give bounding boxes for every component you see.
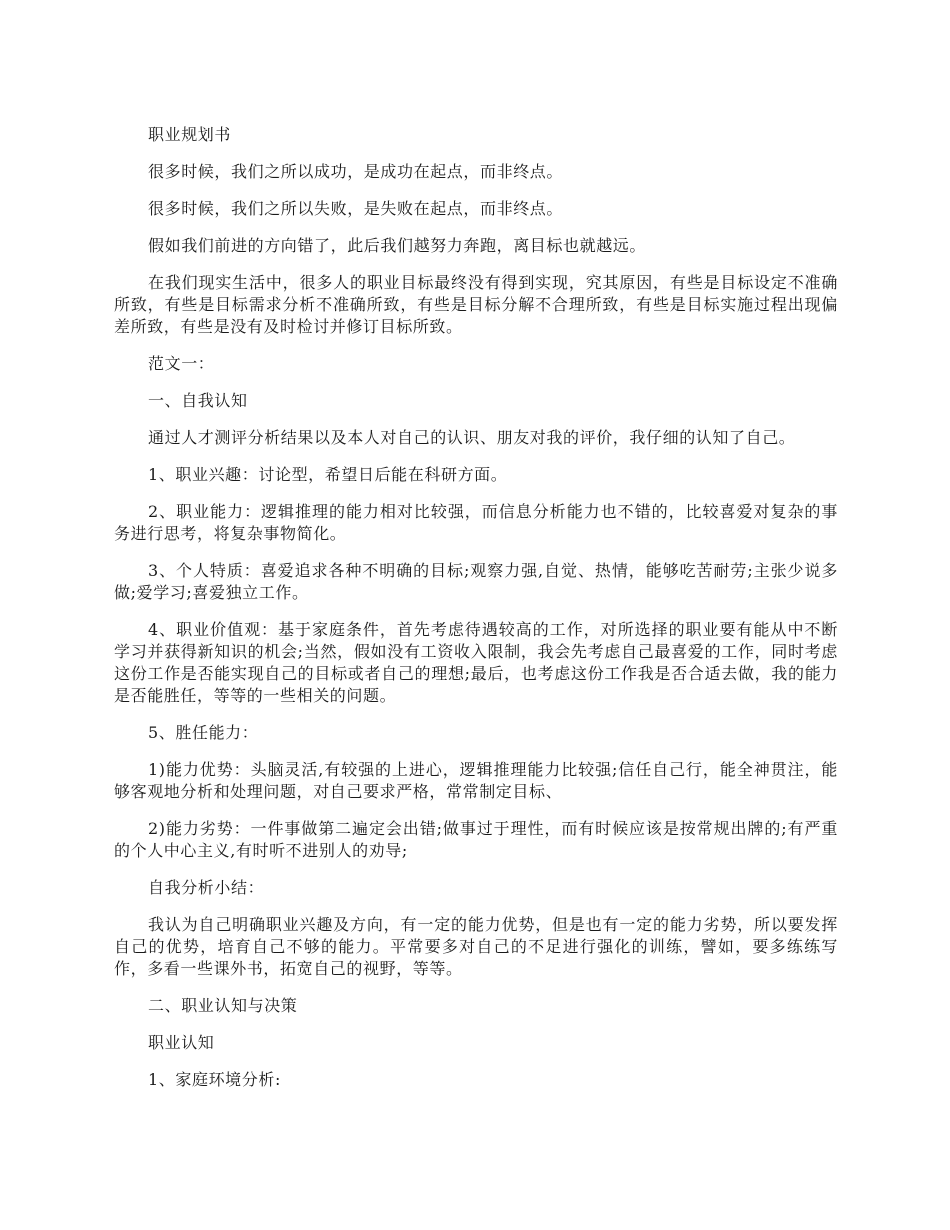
subheading: 自我分析小结： bbox=[148, 878, 265, 897]
section-label: 范文一： bbox=[148, 354, 215, 373]
list-item: 2、职业能力：逻辑推理的能力相对比较强，而信息分析能力也不错的，比较喜爱对复杂的事务进行思考，将复杂事物简化。 bbox=[114, 502, 838, 543]
subheading: 职业认知 bbox=[148, 1033, 215, 1052]
list-item: 4、职业价值观：基于家庭条件，首先考虑待遇较高的工作，对所选择的职业要有能从中不断学习并获得新知识的机会;当然，假如没有工资收入限制，我会先考虑自己最喜爱的工作，同时考虑这份工作是否能实现自己的目标或者自己的理想;最后，也考虑这份工作我是否合适去做，我的能力是否能胜任，等等的一些相关的问题。 bbox=[114, 620, 838, 705]
section-heading: 一、自我认知 bbox=[148, 391, 248, 410]
list-item: 1、职业兴趣：讨论型，希望日后能在科研方面。 bbox=[148, 465, 508, 484]
list-item: 1)能力优势：头脑灵活,有较强的上进心，逻辑推理能力比较强;信任自己行，能全神贯注，能够客观地分析和处理问题，对自己要求严格，常常制定目标、 bbox=[114, 760, 838, 801]
list-item: 3、个人特质：喜爱追求各种不明确的目标;观察力强,自觉、热情，能够吃苦耐劳;主张少说多做;爱学习;喜爱独立工作。 bbox=[114, 561, 838, 602]
list-item: 2)能力劣势：一件事做第二遍定会出错;做事过于理性，而有时候应该是按常规出牌的;有严重的个人中心主义,有时听不进别人的劝导; bbox=[114, 819, 838, 860]
paragraph: 假如我们前进的方向错了，此后我们越努力奔跑，离目标也就越远。 bbox=[148, 236, 647, 255]
document-body bbox=[114, 124, 838, 1106]
paragraph: 很多时候，我们之所以成功，是成功在起点，而非终点。 bbox=[148, 162, 564, 181]
paragraph: 我认为自己明确职业兴趣及方向，有一定的能力优势，但是也有一定的能力劣势，所以要发挥自己的优势，培育自己不够的能力。平常要多对自己的不足进行强化的训练，譬如，要多练练写作，多看一些课外书，拓宽自己的视野，等等。 bbox=[114, 915, 838, 978]
list-item: 5、胜任能力： bbox=[148, 723, 259, 742]
section-heading: 二、职业认知与决策 bbox=[148, 996, 298, 1015]
paragraph: 通过人才测评分析结果以及本人对自己的认识、朋友对我的评价，我仔细的认知了自己。 bbox=[148, 428, 796, 447]
paragraph: 很多时候，我们之所以失败，是失败在起点，而非终点。 bbox=[148, 199, 564, 218]
document-title: 职业规划书 bbox=[148, 125, 232, 144]
list-item: 1、家庭环境分析: bbox=[148, 1070, 281, 1089]
paragraph: 在我们现实生活中，很多人的职业目标最终没有得到实现，究其原因，有些是目标设定不准确所致，有些是目标需求分析不准确所致，有些是目标分解不合理所致，有些是目标实施过程出现偏差所致，有些是没有及时检讨并修订目标所致。 bbox=[114, 273, 838, 336]
